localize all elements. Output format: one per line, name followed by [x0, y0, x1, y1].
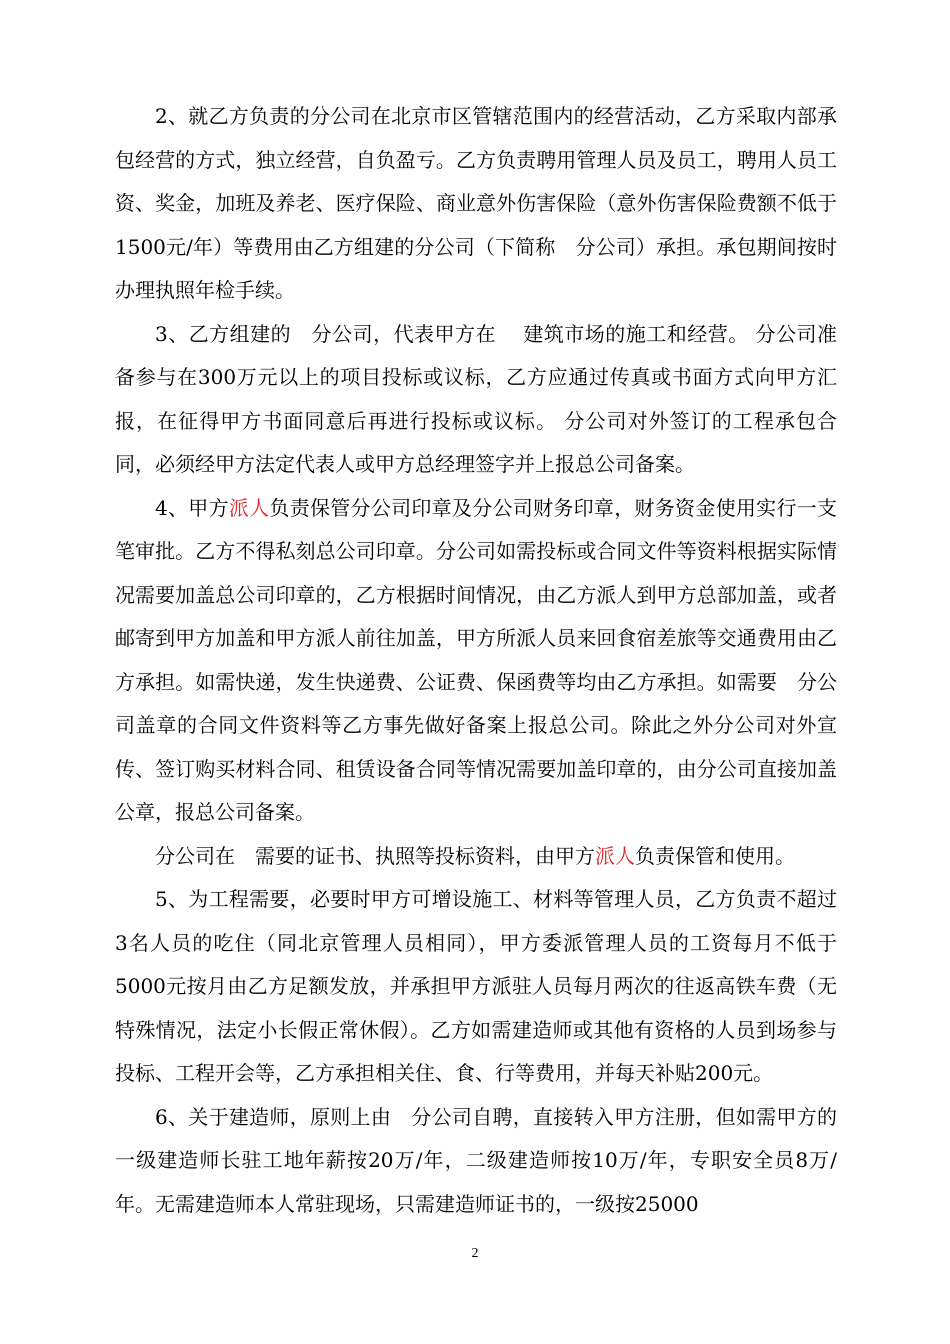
- paragraph-certificates: [115, 835, 837, 879]
- paragraph-text: 5、为工程需要，必要时甲方可增设施工、材料等管理人员，乙方负责不超过3名人员的吃住（同北京管理人员相同），甲方委派管理人员的工资每月不低于5000元按月由乙方足额发放，并承担甲方派驻人员每月两次的往返高铁车费（无特殊情况，法定小长假正常休假）。乙方如需建造师或其他有资格的人员到场参与投标、工程开会等，乙方承担相关住、食、行等费用，并每天补贴200元。: [115, 887, 837, 1085]
- highlighted-text: 派人: [228, 495, 270, 520]
- document-body: [115, 95, 837, 1226]
- paragraph-text: 分公司在 需要的证书、执照等投标资料，由甲方: [155, 843, 595, 868]
- paragraph-text: 2、就乙方负责的分公司在北京市区管辖范围内的经营活动，乙方采取内部承包经营的方式，独立经营，自负盈亏。乙方负责聘用管理人员及员工，聘用人员工资、奖金，加班及养老、医疗保险、商业意外伤害保险（意外伤害保险费额不低于1500元/年）等费用由乙方组建的分公司（下简称 分公司）承担。承包期间按时办理执照年检手续。: [115, 104, 837, 302]
- paragraph-text: 4、甲方: [155, 495, 229, 520]
- paragraph-text: 负责保管分公司印章及分公司财务印章，财务资金使用实行一支笔审批。乙方不得私刻总公司印章。分公司如需投标或合同文件等资料根据实际情况需要加盖总公司印章的，乙方根据时间情况，由乙方派人到甲方总部加盖，或者邮寄到甲方加盖和甲方派人前往加盖，甲方所派人员来回食宿差旅等交通费用由乙方承担。如需快递，发生快递费、公证费、保函费等均由乙方承担。如需要 分公司盖章的合同文件资料等乙方事先做好备案上报总公司。除此之外分公司对外宣传、签订购买材料合同、租赁设备合同等情况需要加盖印章的，由分公司直接加盖公章，报总公司备案。: [115, 495, 838, 824]
- paragraph-text: 3、乙方组建的 分公司，代表甲方在 建筑市场的施工和经营。 分公司准备参与在300万元以上的项目投标或议标，乙方应通过传真或书面方式向甲方汇报，在征得甲方书面同意后再进行投标或议标。 分公司对外签订的工程承包合同，必须经甲方法定代表人或甲方总经理签字并上报总公司备案。: [115, 321, 837, 476]
- paragraph-6-constructors: [115, 1096, 837, 1227]
- paragraph-4-seals: [115, 487, 837, 835]
- paragraph-2-branch-operations: [115, 95, 837, 313]
- paragraph-3-bidding: [115, 313, 837, 487]
- paragraph-text: 6、关于建造师，原则上由 分公司自聘，直接转入甲方注册，但如需甲方的一级建造师长驻工地年薪按20万/年，二级建造师按10万/年，专职安全员8万/年。无需建造师本人常驻现场，只需建造师证书的，一级按25000: [115, 1104, 837, 1216]
- page-number: 2: [471, 1246, 479, 1261]
- paragraph-5-staffing: [115, 878, 837, 1096]
- highlighted-text: 派人: [595, 843, 635, 868]
- paragraph-text: 负责保管和使用。: [635, 843, 795, 868]
